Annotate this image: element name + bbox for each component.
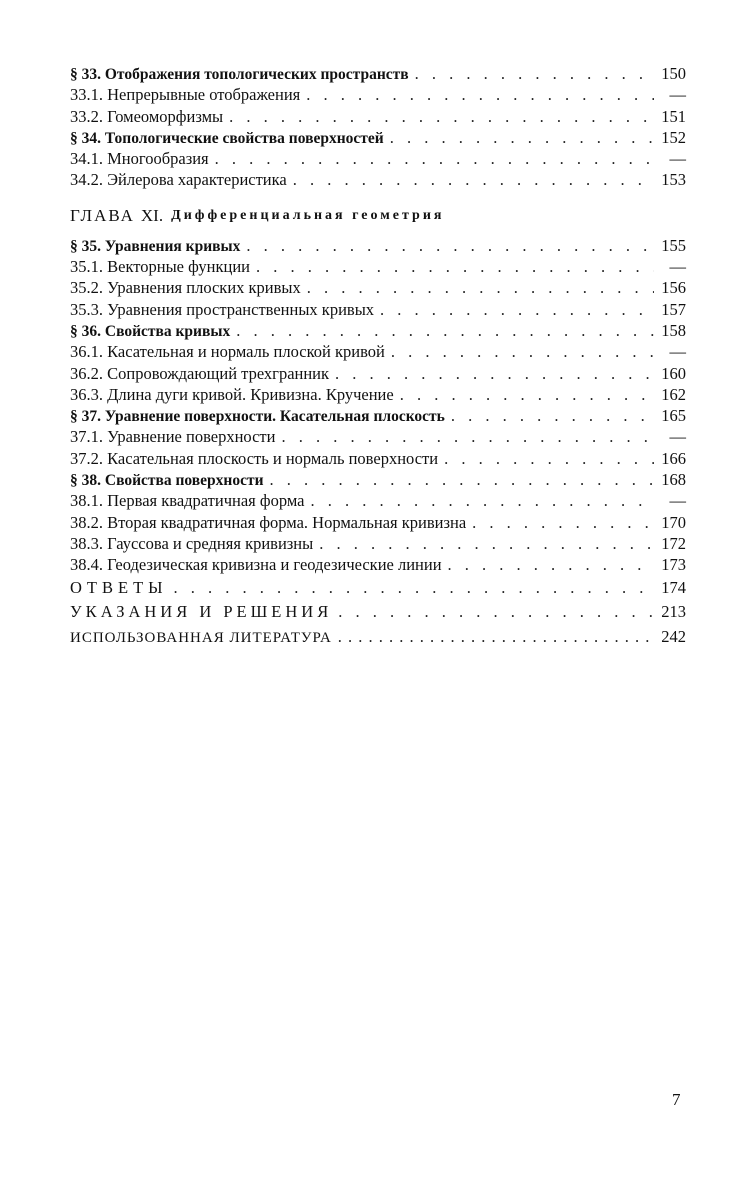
dot-leader [338,600,654,625]
toc-entry-35-2 [70,277,686,298]
toc-entry-page: 150 [661,64,686,83]
toc-entry-page: 158 [661,320,686,340]
table-of-contents [70,63,686,649]
toc-entry-section-34 [70,127,686,148]
dot-leader [293,169,654,190]
toc-entry-section-37 [70,405,686,426]
toc-entry-page: 173 [661,555,686,575]
toc-entry-title: 35.2. Уравнения плоских кривых [70,278,301,298]
dot-leader [307,277,654,298]
toc-entry-page: 242 [661,626,686,646]
toc-entry-page: 174 [661,577,686,597]
toc-entry-title: 38.3. Гауссова и средняя кривизны [70,533,314,553]
dot-leader [448,554,654,575]
toc-entry-page: 157 [661,299,686,319]
toc-entry-38-1 [70,490,686,511]
toc-entry-title: ОТВЕТЫ [70,577,168,597]
toc-entry-page: 152 [661,127,686,147]
toc-entry-title: § 35. Уравнения кривых [70,237,241,255]
toc-entry-section-36 [70,320,686,341]
toc-entry-title: 38.1. Первая квадратичная форма [70,491,305,511]
dot-leader [415,63,654,84]
toc-entry-page: 172 [661,533,686,553]
toc-entry-page: 155 [661,235,686,255]
toc-entry-36-1 [70,341,686,362]
toc-entry-title: 36.2. Сопровождающий трехгранник [70,363,330,383]
toc-entry-36-2 [70,363,686,384]
dot-leader [338,625,654,650]
toc-entry-title: § 36. Свойства кривых [70,322,231,340]
toc-entry-page: — [669,85,686,105]
toc-entry-title: 33.1. Непрерывные отображения [70,85,301,105]
toc-entry-33-1 [70,84,686,105]
toc-entry-36-3 [70,384,686,405]
toc-entry-answers [70,576,686,601]
toc-entry-title: § 33. Отображения топологических пространств [70,66,409,83]
toc-entry-title: 34.2. Эйлерова характеристика [70,170,287,190]
toc-entry-section-38 [70,469,686,490]
toc-entry-section-33 [70,63,686,84]
dot-leader [215,148,654,169]
dot-leader [310,490,654,511]
toc-entry-page: 156 [661,278,686,298]
dot-leader [270,469,654,490]
toc-entry-38-4 [70,554,686,575]
toc-entry-title: 37.1. Уравнение поверхности [70,427,276,447]
toc-entry-38-2 [70,512,686,533]
dot-leader [246,235,654,256]
toc-entry-page: 162 [661,384,686,404]
toc-entry-title: 35.3. Уравнения пространственных кривых [70,299,375,319]
toc-entry-37-2 [70,448,686,469]
dot-leader [391,341,654,362]
chapter-heading [70,199,686,233]
toc-entry-page: — [669,427,686,447]
toc-entry-page: — [669,342,686,362]
toc-entry-page: 151 [661,106,686,126]
chapter-number: XI. [140,205,164,225]
toc-entry-title: § 34. Топологические свойства поверхностей [70,129,384,147]
toc-entry-33-2 [70,106,686,127]
toc-entry-page: 165 [661,406,686,426]
toc-entry-title: 38.2. Вторая квадратичная форма. Нормальная кривизна [70,512,467,532]
toc-entry-page: — [669,491,686,511]
dot-leader [319,533,654,554]
dot-leader [306,84,654,105]
toc-entry-34-1 [70,148,686,169]
dot-leader [472,512,654,533]
toc-entry-page: 168 [661,470,686,490]
chapter-title: Дифференциальная геометрия [171,207,445,223]
toc-entry-page: 170 [661,512,686,532]
toc-entry-literature [70,625,686,650]
dot-leader [281,426,654,447]
toc-entry-hints [70,600,686,625]
dot-leader [451,405,654,426]
dot-leader [335,363,654,384]
toc-entry-34-2 [70,169,686,190]
dot-leader [400,384,654,405]
chapter-label: ГЛАВА [70,205,135,225]
dot-leader [229,106,654,127]
dot-leader [174,576,654,601]
toc-entry-title: 37.2. Касательная плоскость и нормаль поверхности [70,448,439,468]
dot-leader [390,127,654,148]
dot-leader [256,256,654,277]
dot-leader [444,448,654,469]
toc-entry-section-35 [70,235,686,256]
dot-leader [380,299,654,320]
toc-entry-page: 160 [661,363,686,383]
toc-entry-title: § 38. Свойства поверхности [70,472,264,490]
page-number: 7 [672,1090,681,1109]
toc-entry-title: 35.1. Векторные функции [70,257,250,277]
toc-entry-38-3 [70,533,686,554]
toc-entry-title: ИСПОЛЬЗОВАННАЯ ЛИТЕРАТУРА [70,629,332,646]
dot-leader [236,320,654,341]
toc-entry-35-1 [70,256,686,277]
toc-entry-page: 153 [661,170,686,190]
toc-entry-37-1 [70,426,686,447]
toc-entry-title: § 37. Уравнение поверхности. Касательная плоскость [70,408,445,426]
toc-entry-35-3 [70,299,686,320]
toc-entry-page: — [669,257,686,277]
toc-entry-title: 38.4. Геодезическая кривизна и геодезические линии [70,555,442,575]
toc-entry-page: 166 [661,448,686,468]
toc-entry-page: 213 [661,602,686,622]
toc-entry-title: 33.2. Гомеоморфизмы [70,106,224,126]
toc-entry-title: 34.1. Многообразия [70,149,209,169]
toc-entry-title: 36.3. Длина дуги кривой. Кривизна. Кручение [70,384,394,404]
toc-entry-title: 36.1. Касательная и нормаль плоской кривой [70,342,385,362]
toc-entry-page: — [669,149,686,169]
toc-entry-title: УКАЗАНИЯ И РЕШЕНИЯ [70,602,333,622]
